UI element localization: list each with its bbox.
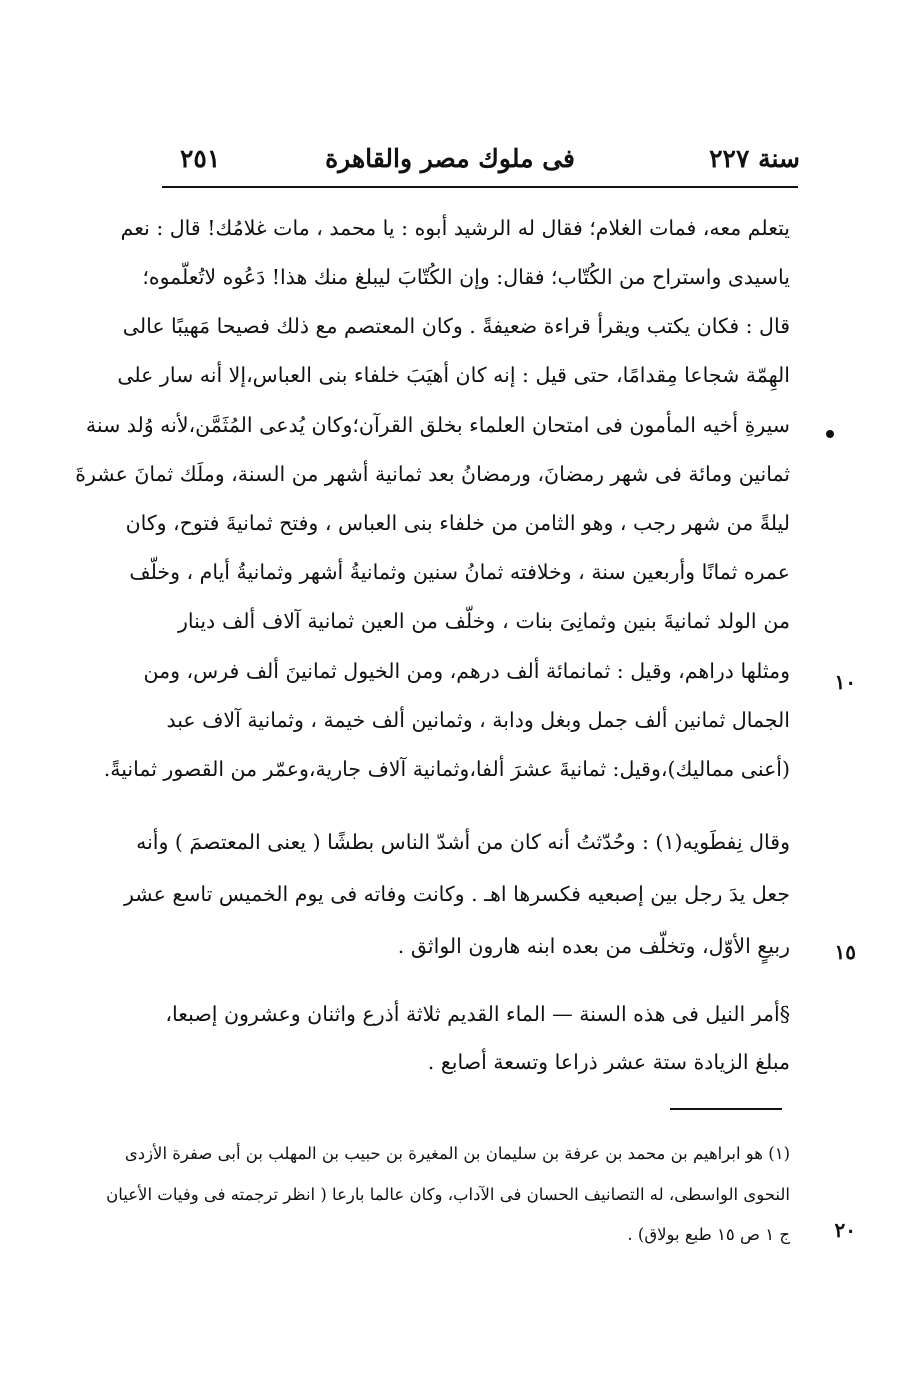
header-year: سنة ٢٢٧	[709, 144, 800, 173]
margin-line-number-20: ٢٠	[834, 1218, 856, 1242]
footnote-line: ج ١ ص ١٥ طبع بولاق) .	[627, 1225, 790, 1244]
text-line: الهِمّة شجاعا مِقدامًا، حتى قيل : إنه كان أهيَبَ خلفاء بنى العباس،إلا أنه سار على	[117, 363, 790, 387]
text-line: الجمال ثمانين ألف جمل وبغل ودابة ، وثمانين ألف خيمة ، وثمانية آلاف عبد	[166, 708, 790, 732]
text-line: جعل يدَ رجل بين إصبعيه فكسرها اهـ . وكانت وفاته فى يوم الخميس تاسع عشر	[123, 882, 790, 906]
header-title: فى ملوك مصر والقاهرة	[325, 144, 575, 173]
text-line: ربيعٍ الأوّل، وتخلّف من بعده ابنه هارون الواثق .	[397, 934, 790, 958]
text-line: سيرةِ أخيه المأمون فى امتحان العلماء بخلق القرآن؛وكان يُدعى المُثَمَّن،لأنه وُلد سنة	[85, 413, 790, 437]
margin-dot	[826, 430, 834, 438]
header-rule	[162, 186, 798, 188]
text-line: مبلغ الزيادة ستة عشر ذراعا وتسعة أصابع .	[427, 1050, 790, 1074]
text-line: من الولد ثمانيةَ بنين وثمانِىَ بنات ، وخلّف من العين ثمانية آلاف ألف دينار	[178, 609, 790, 633]
header-page-number: ٢٥١	[180, 144, 221, 173]
footnote-rule	[670, 1108, 782, 1110]
text-line: §أمر النيل فى هذه السنة — الماء القديم ثلاثة أذرع واثنان وعشرون إصبعا،	[165, 1002, 790, 1026]
text-line: يتعلم معه، فمات الغلام؛ فقال له الرشيد أبوه : يا محمد ، مات غلامُك! قال : نعم	[120, 216, 790, 240]
margin-line-number-15: ١٥	[834, 940, 856, 964]
text-line: (أعنى مماليك)،وقيل: ثمانيةَ عشرَ ألفا،وثمانية آلاف جارية،وعمّر من القصور ثمانيةً.	[103, 757, 790, 781]
text-line: وقال نِفطَويه(١) : وحُدّثتُ أنه كان من أشدّ الناس بطشًا ( يعنى المعتصمَ ) وأنه	[136, 830, 790, 854]
text-line: ياسيدى واستراح من الكُتّاب؛ فقال: وإن الكُتّابَ ليبلغ منك هذا! دَعُوه لاتُعلّموه؛	[142, 265, 790, 289]
text-line: ثمانين ومائة فى شهر رمضانَ، ورمضانُ بعد ثمانية أشهر من السنة، وملَك ثمانَ عشرةَ	[75, 462, 790, 486]
text-line: ليلةً من شهر رجب ، وهو الثامن من خلفاء بنى العباس ، وفتح ثمانيةَ فتوح، وكان	[125, 511, 790, 535]
footnote-line: (١) هو ابراهيم بن محمد بن عرفة بن سليمان بن المغيرة بن حبيب بن المهلب بن أبى صفرة الأزدى	[124, 1144, 790, 1163]
running-header	[160, 140, 800, 180]
text-line: قال : فكان يكتب ويقرأ قراءة ضعيفةً . وكان المعتصم مع ذلك فصيحا مَهيبًا عالى	[122, 314, 790, 338]
footnote-line: النحوى الواسطى، له التصانيف الحسان فى الآداب، وكان عالما بارعا ( انظر ترجمته فى وفيات الأعيان	[106, 1185, 790, 1204]
text-line: عمره ثمانًا وأربعين سنة ، وخلافته ثمانُ سنين وثمانيةُ أشهر وثمانيةُ أيام ، وخلّف	[129, 560, 790, 584]
text-line: ومثلها دراهم، وقيل : ثمانمائة ألف درهم، ومن الخيول ثمانينَ ألف فرس، ومن	[143, 659, 790, 683]
margin-line-number-10: ١٠	[834, 670, 856, 694]
